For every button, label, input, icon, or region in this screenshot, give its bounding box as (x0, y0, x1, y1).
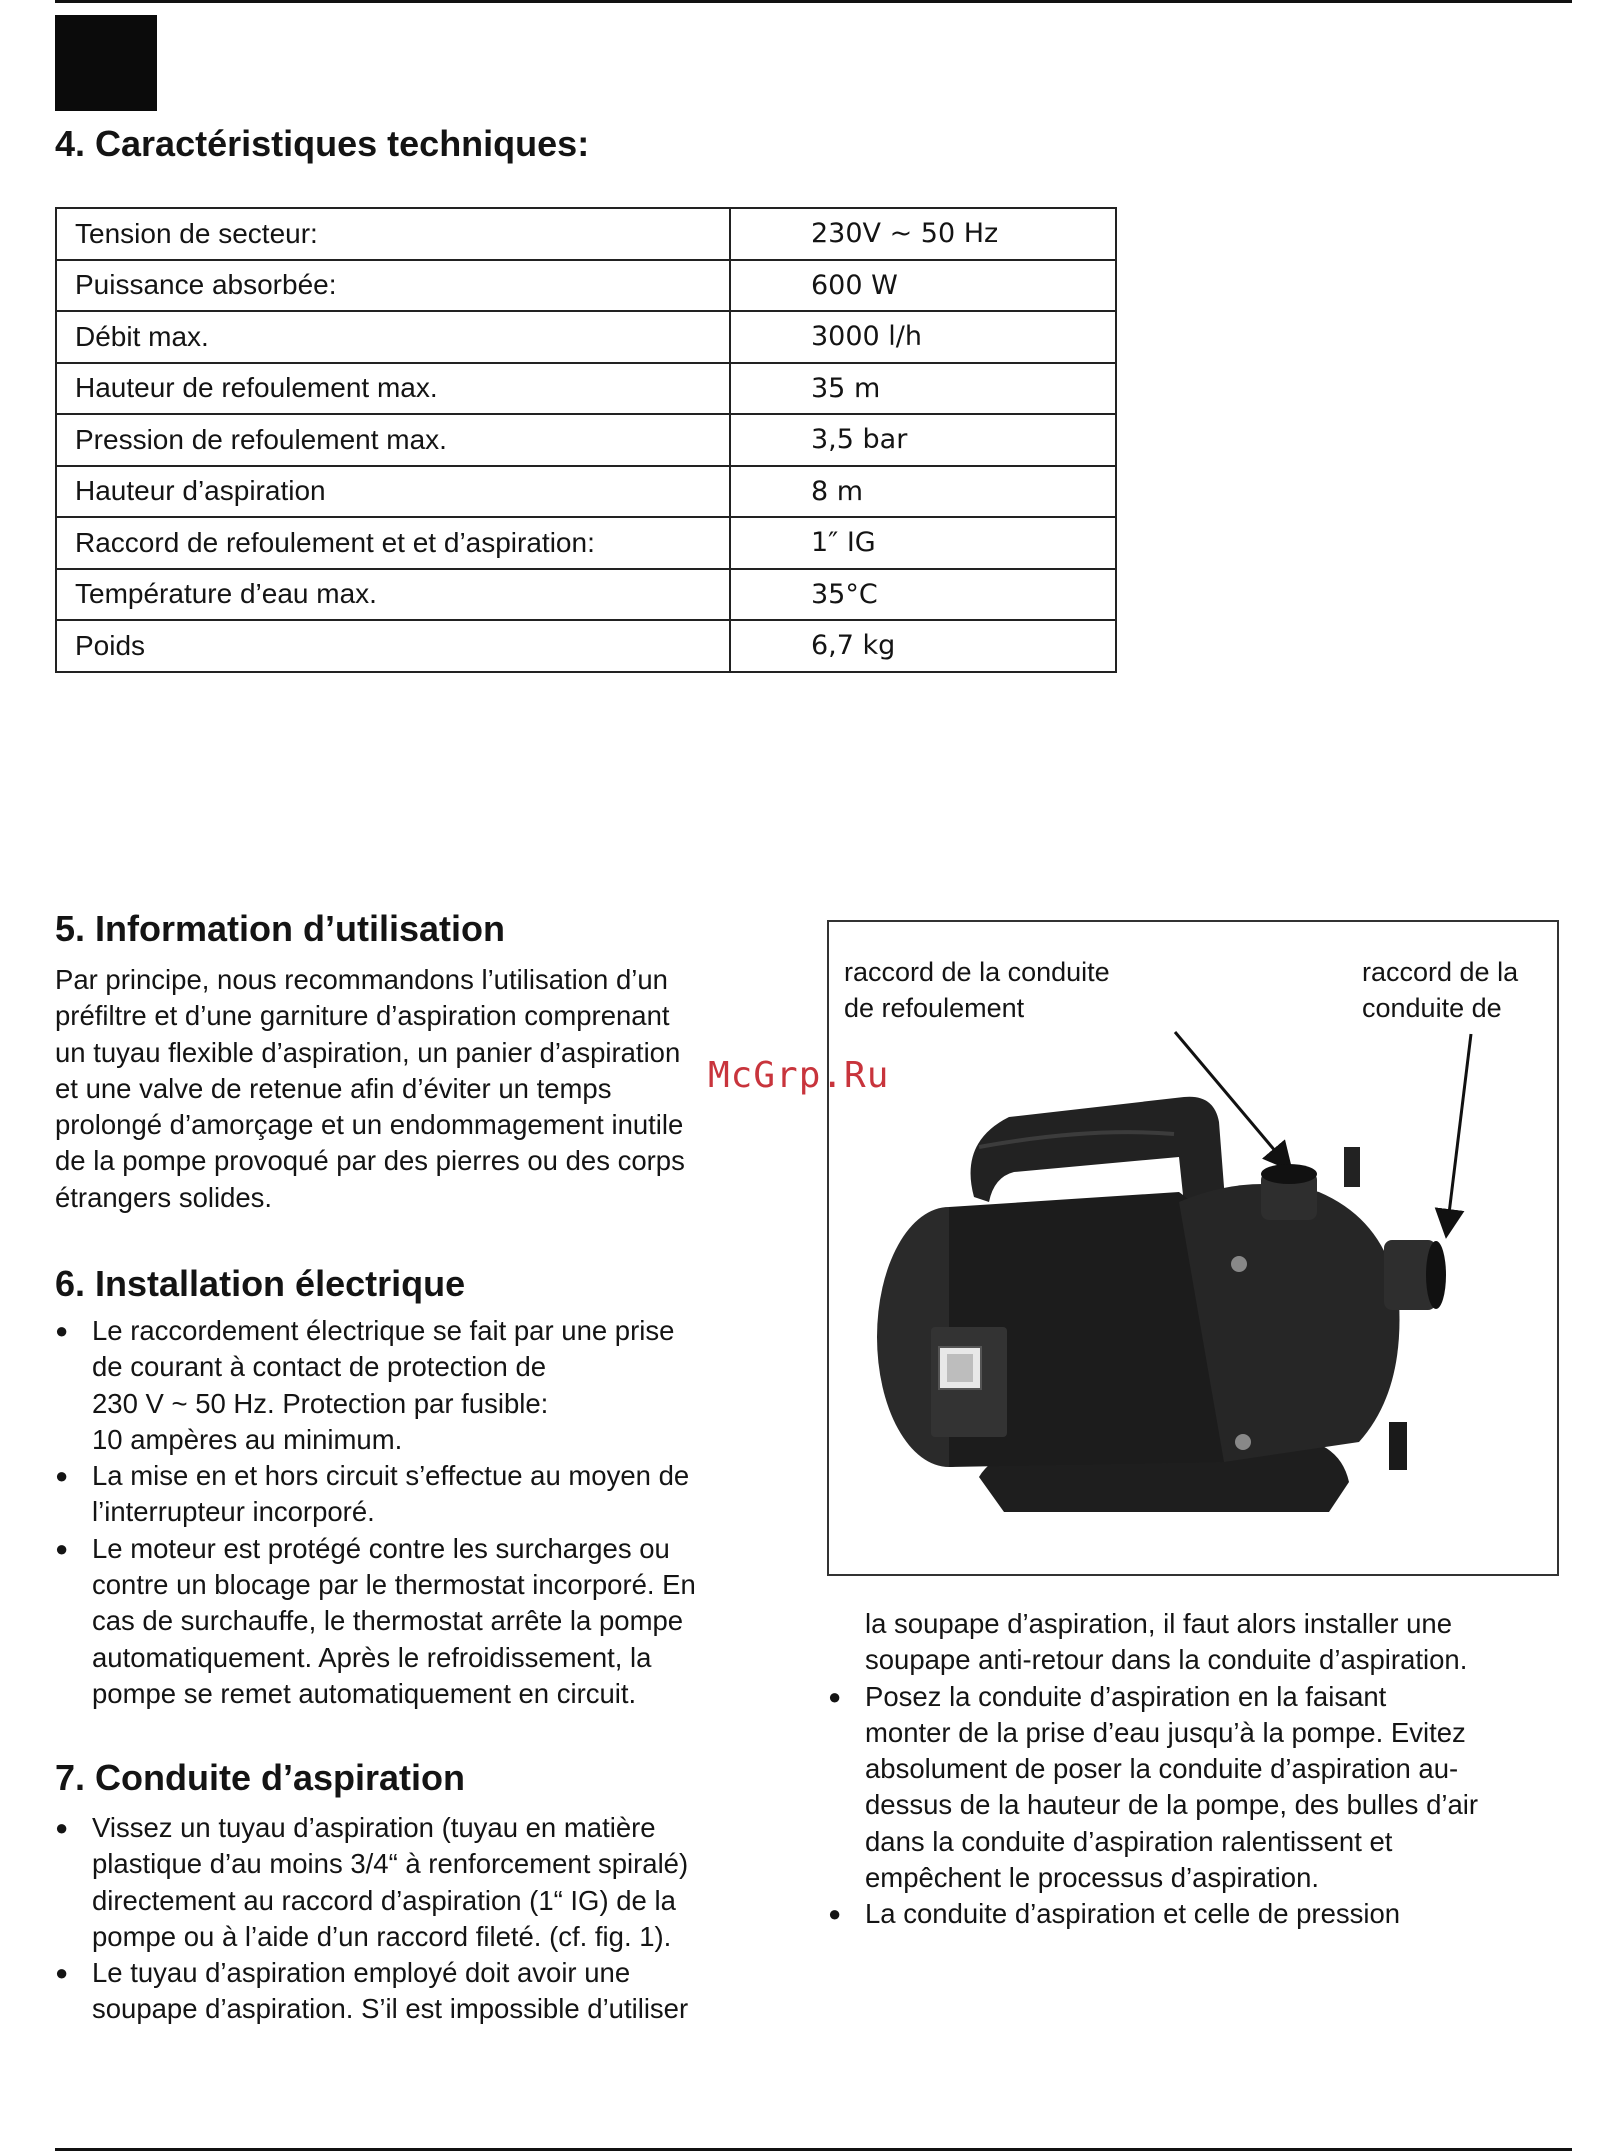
list-item: pompe se remet automatiquement en circuit. (92, 1677, 637, 1709)
spec-table (55, 207, 1117, 673)
text-line: et une valve de retenue afin d’éviter un temps (55, 1072, 612, 1104)
spec-label: Tension de secteur: (56, 208, 730, 260)
list-item: 230 V ~ 50 Hz. Protection par fusible: (92, 1387, 549, 1419)
section-title-tech: 4. Caractéristiques techniques: (55, 123, 590, 164)
spec-value: 600 W (730, 260, 1116, 312)
arrow-inlet (1447, 1034, 1471, 1230)
spec-value: 3000 l/h (730, 311, 1116, 363)
list-item: dans la conduite d’aspiration ralentissent et (865, 1825, 1393, 1857)
list-item: 10 ampères au minimum. (92, 1423, 403, 1455)
spec-label: Poids (56, 620, 730, 672)
figure-label-outlet: raccord de la conduite de refoulement (844, 957, 1110, 1023)
info-paragraph (55, 962, 775, 1216)
text-line: étrangers solides. (55, 1181, 273, 1213)
spec-label: Température d’eau max. (56, 569, 730, 621)
spec-label: Raccord de refoulement et et d’aspiration: (56, 517, 730, 569)
section-title-info: 5. Information d’utilisation (55, 908, 505, 949)
list-item: automatiquement. Après le refroidissement, la (92, 1641, 652, 1673)
list-item: l’interrupteur incorporé. (92, 1496, 375, 1528)
list-item: ● La conduite d’aspiration et celle de pression (828, 1896, 1568, 1932)
list-item: contre un blocage par le thermostat incorporé. En (92, 1569, 696, 1601)
list-item: empêchent le processus d’aspiration. (865, 1862, 1320, 1894)
spec-value: 35°C (730, 569, 1116, 621)
pump-illustration (829, 922, 1557, 1574)
electric-list (55, 1313, 795, 1712)
text-line: de la pompe provoqué par des pierres ou des corps (55, 1145, 685, 1177)
list-item: de courant à contact de protection de (92, 1351, 547, 1383)
table-row (56, 311, 1116, 363)
chapter-marker-block (55, 15, 157, 111)
spec-label: Débit max. (56, 311, 730, 363)
suction-list (55, 1810, 795, 2028)
bottom-rule (55, 2148, 1572, 2151)
spec-label: Hauteur d’aspiration (56, 466, 730, 518)
watermark-text: McGrp.Ru (708, 1055, 890, 1096)
table-row (56, 466, 1116, 518)
text-line: Par principe, nous recommandons l’utilisation d’un (55, 964, 668, 995)
spec-label: Puissance absorbée: (56, 260, 730, 312)
list-item: ● Le tuyau d’aspiration employé doit avoir une (55, 1955, 795, 1991)
list-item: plastique d’au moins 3/4“ à renforcement spiralé) (92, 1848, 689, 1880)
table-row (56, 620, 1116, 672)
list-item: dessus de la hauteur de la pompe, des bulles d’air (865, 1789, 1479, 1821)
table-row (56, 208, 1116, 260)
list-item: ● Le raccordement électrique se fait par une prise (55, 1313, 795, 1349)
list-item: monter de la prise d’eau jusqu’à la pompe. Evitez (865, 1716, 1466, 1748)
section-title-suction: 7. Conduite d’aspiration (55, 1757, 466, 1798)
spec-label: Pression de refoulement max. (56, 414, 730, 466)
list-item: soupape d’aspiration. S’il est impossible d’utiliser (92, 1993, 689, 2025)
spec-label: Hauteur de refoulement max. (56, 363, 730, 415)
list-item: ● Vissez un tuyau d’aspiration (tuyau en matière (55, 1810, 795, 1846)
right-column-list (828, 1606, 1568, 1933)
list-item: cas de surchauffe, le thermostat arrête la pompe (92, 1605, 684, 1637)
list-item: la soupape d’aspiration, il faut alors installer une (865, 1608, 1453, 1639)
list-item: pompe ou à l’aide d’un raccord fileté. (cf. fig. 1). (92, 1920, 672, 1952)
spec-value: 1″ IG (730, 517, 1116, 569)
spec-value: 8 m (730, 466, 1116, 518)
list-item: ● Posez la conduite d’aspiration en la faisant (828, 1679, 1568, 1715)
list-item: absolument de poser la conduite d’aspiration au- (865, 1753, 1459, 1785)
list-item: ● La mise en et hors circuit s’effectue au moyen de (55, 1458, 795, 1494)
pump-figure (827, 920, 1559, 1576)
spec-value: 6,7 kg (730, 620, 1116, 672)
section-title-electric: 6. Installation électrique (55, 1263, 466, 1304)
table-row (56, 414, 1116, 466)
table-row (56, 569, 1116, 621)
top-rule (55, 0, 1572, 3)
table-row (56, 260, 1116, 312)
table-row (56, 363, 1116, 415)
list-item: ● Le moteur est protégé contre les surcharges ou (55, 1531, 795, 1567)
text-line: prolongé d’amorçage et un endommagement inutile (55, 1109, 684, 1141)
list-item: soupape anti-retour dans la conduite d’aspiration. (865, 1644, 1468, 1676)
list-item: directement au raccord d’aspiration (1“ IG) de la (92, 1884, 676, 1916)
spec-value: 230V ~ 50 Hz (730, 208, 1116, 260)
text-line: un tuyau flexible d’aspiration, un panier d’aspiration (55, 1036, 681, 1068)
figure-label-inlet: raccord de la conduite de (1362, 957, 1519, 1023)
spec-value: 35 m (730, 363, 1116, 415)
text-line: préfiltre et d’une garniture d’aspiration comprenant (55, 1000, 670, 1032)
spec-value: 3,5 bar (730, 414, 1116, 466)
table-row (56, 517, 1116, 569)
